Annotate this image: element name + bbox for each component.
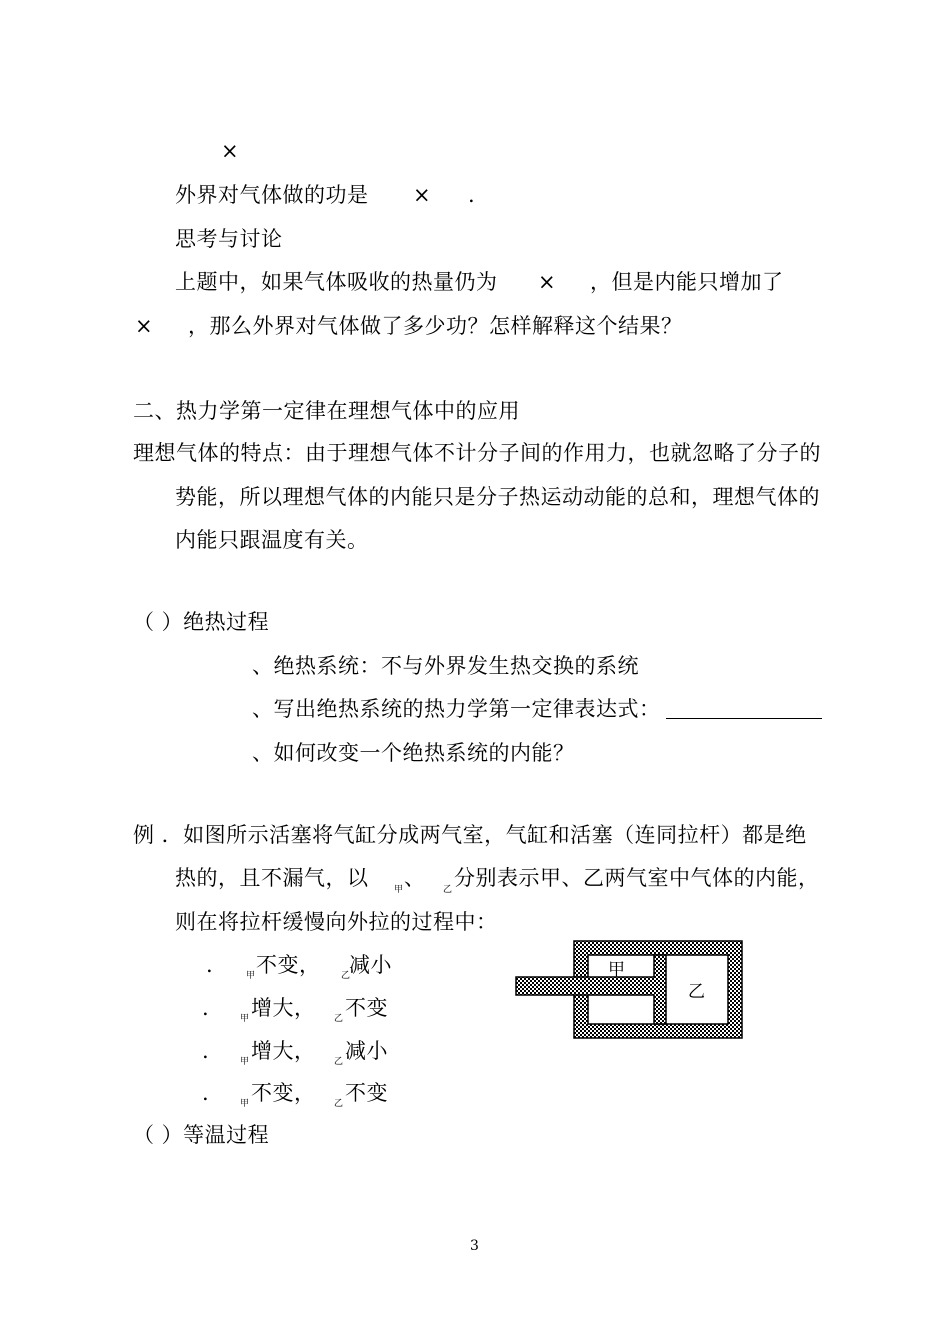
option-value: 不变， — [251, 1081, 316, 1105]
subscript-yi: 乙 — [334, 1099, 344, 1109]
separator: 、 — [404, 866, 426, 890]
option-value: 增大， — [251, 996, 316, 1020]
cylinder-diagram — [512, 938, 748, 1044]
isothermal-heading: （ ）等温过程 — [133, 1123, 270, 1147]
subscript-jia: 甲 — [394, 885, 404, 895]
question-text: 上题中，如果气体吸收的热量仍为 — [175, 270, 498, 294]
piston-and-rod — [516, 955, 666, 1024]
list-item: 、绝热系统：不与外界发生热交换的系统 — [252, 654, 639, 678]
paragraph-line: 内能只跟温度有关。 — [175, 528, 369, 552]
times-symbol: × — [538, 270, 557, 294]
subscript-yi: 乙 — [443, 885, 453, 895]
subscript-jia: 甲 — [246, 971, 256, 981]
example-line: 分别表示甲、乙两气室中气体的内能， — [454, 866, 820, 890]
work-text: 外界对气体做的功是 — [175, 183, 369, 207]
subscript-jia: 甲 — [240, 1014, 250, 1024]
example-line: 则在将拉杆缓慢向外拉的过程中： — [175, 910, 498, 934]
option-dot: . — [206, 953, 214, 977]
option-value: 减小 — [349, 953, 392, 977]
subscript-jia: 甲 — [240, 1057, 250, 1067]
paragraph-line: 理想气体的特点：由于理想气体不计分子间的作用力，也就忽略了分子的 — [133, 441, 821, 465]
chamber-yi-label: 乙 — [688, 982, 705, 1002]
subscript-yi: 乙 — [334, 1014, 344, 1024]
subscript-yi: 乙 — [334, 1057, 344, 1067]
page-number: 3 — [470, 1238, 479, 1254]
times-symbol: × — [135, 314, 154, 338]
period: . — [468, 183, 476, 207]
option-value: 减小 — [345, 1039, 388, 1063]
list-item: 、如何改变一个绝热系统的内能？ — [252, 741, 575, 765]
answer-blank[interactable] — [666, 718, 822, 719]
question-text: ，那么外界对气体做了多少功？怎样解释这个结果？ — [188, 314, 683, 338]
option-value: 增大， — [251, 1039, 316, 1063]
option-value: 不变 — [345, 996, 388, 1020]
adiabatic-heading: （ ）绝热过程 — [133, 610, 270, 634]
chamber-jia-label: 甲 — [608, 960, 625, 980]
question-text: ，但是内能只增加了 — [590, 270, 784, 294]
option-dot: . — [202, 996, 210, 1020]
example-line: 例 ．如图所示活塞将气缸分成两气室，气缸和活塞（连同拉杆）都是绝 — [133, 823, 807, 847]
option-value: 不变 — [345, 1081, 388, 1105]
subscript-yi: 乙 — [341, 971, 351, 981]
discussion-heading: 思考与讨论 — [175, 227, 283, 251]
times-symbol: × — [221, 139, 240, 163]
times-symbol: × — [413, 183, 432, 207]
option-dot: . — [202, 1039, 210, 1063]
option-dot: . — [202, 1081, 210, 1105]
list-item: 、写出绝热系统的热力学第一定律表达式： — [252, 697, 661, 721]
subscript-jia: 甲 — [240, 1099, 250, 1109]
paragraph-line: 势能，所以理想气体的内能只是分子热运动动能的总和，理想气体的 — [175, 485, 820, 509]
section-title: 二、热力学第一定律在理想气体中的应用 — [133, 399, 520, 423]
example-line: 热的，且不漏气，以 — [175, 866, 369, 890]
option-value: 不变， — [256, 953, 321, 977]
